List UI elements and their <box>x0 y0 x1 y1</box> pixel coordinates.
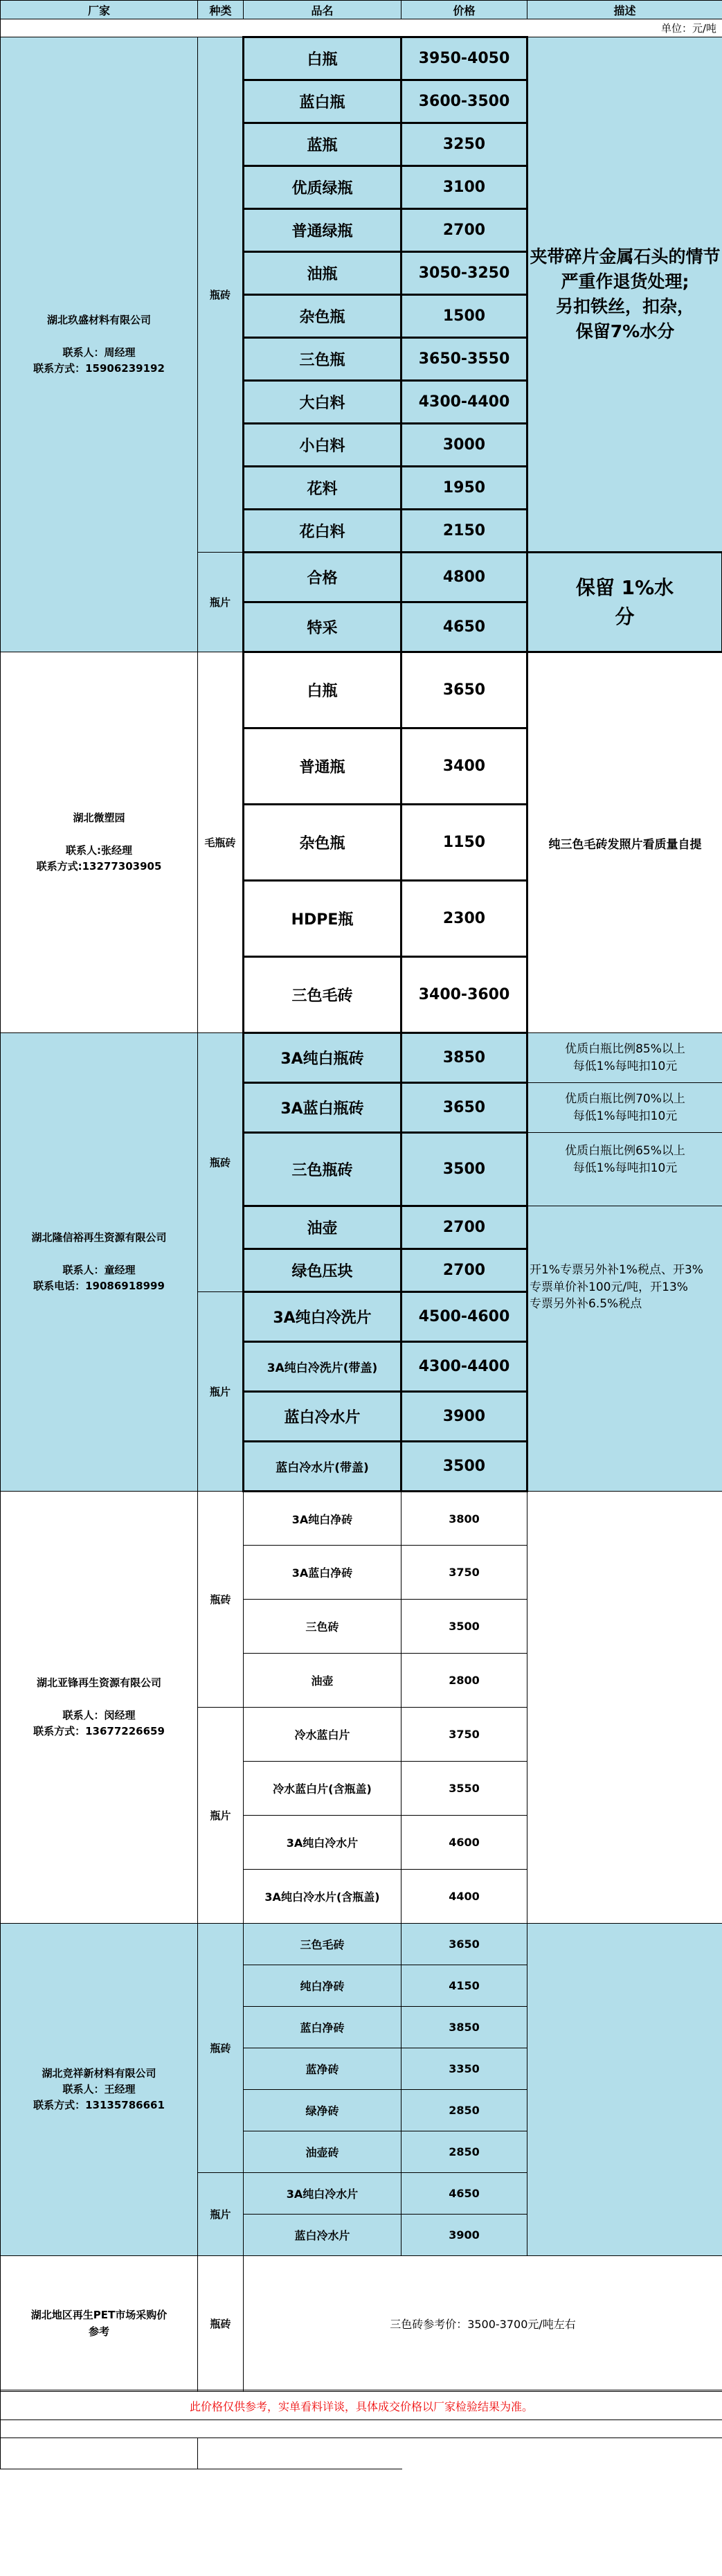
product-name: 3A纯白冷水片 <box>244 1816 401 1870</box>
product-price: 3650-3550 <box>401 338 527 381</box>
description-line: 专票另外补6.5%税点 <box>530 1297 642 1312</box>
product-price: 3500 <box>401 1442 527 1492</box>
product-price: 3650 <box>401 1083 527 1133</box>
disclaimer: 此价格仅供参考，实单看料详谈，具体成交价格以厂家检验结果为准。 <box>1 2392 722 2420</box>
product-price: 3050-3250 <box>401 252 527 295</box>
product-price: 3900 <box>401 1392 527 1442</box>
product-price: 3650 <box>401 652 527 728</box>
category-cell: 瓶片 <box>198 553 244 652</box>
product-price: 2700 <box>401 209 527 252</box>
product-price: 3250 <box>401 123 527 166</box>
product-price: 3000 <box>401 424 527 467</box>
product-name: 花白料 <box>244 510 401 553</box>
product-name: 油壶 <box>244 1654 401 1708</box>
product-name: 3A纯白冷洗片 <box>244 1292 401 1342</box>
header-category: 种类 <box>198 1 244 19</box>
contact-person: 联系人:张经理 <box>66 843 132 857</box>
description-cell <box>527 1083 722 1133</box>
description-line: 每低1%每吨扣10元 <box>572 1161 678 1175</box>
product-name: 普通绿瓶 <box>244 209 401 252</box>
contact-phone: 联系方式：13135786661 <box>33 2099 165 2112</box>
category-cell: 瓶片 <box>198 1292 244 1492</box>
product-name: 三色瓶 <box>244 338 401 381</box>
contact-phone: 联系电话：19086918999 <box>33 1279 165 1292</box>
market-note: 三色砖参考价：3500-3700元/吨左右 <box>244 2256 722 2392</box>
product-price: 4500-4600 <box>401 1292 527 1342</box>
product-name: 合格 <box>244 553 401 602</box>
product-name: 3A蓝白净砖 <box>244 1546 401 1600</box>
product-name: 3A纯白瓶砖 <box>244 1033 401 1083</box>
table-row <box>1 652 722 728</box>
product-price: 4150 <box>401 1965 527 2007</box>
product-price: 3600-3500 <box>401 80 527 123</box>
header-company: 厂家 <box>1 1 198 19</box>
product-price: 2150 <box>401 510 527 553</box>
product-price: 3850 <box>401 1033 527 1083</box>
description-cell <box>527 1924 722 2256</box>
description-line: 优质白瓶比例70%以上 <box>565 1091 685 1106</box>
product-name: 3A纯白冷水片 <box>244 2173 401 2215</box>
product-name: 蓝瓶 <box>244 123 401 166</box>
product-price: 4600 <box>401 1816 527 1870</box>
unit-label: 单位：元/吨 <box>1 19 722 37</box>
description-line: 优质白瓶比例85%以上 <box>565 1041 685 1056</box>
product-price: 3900 <box>401 2215 527 2256</box>
description-line: 专票单价补100元/吨，开13% <box>530 1280 688 1294</box>
description-line: 每低1%每吨扣10元 <box>572 1059 678 1073</box>
product-name: 小白料 <box>244 424 401 467</box>
product-price: 2700 <box>401 1249 527 1292</box>
product-price: 4300-4400 <box>401 1342 527 1392</box>
category-cell: 瓶砖 <box>198 1924 244 2173</box>
product-name: 3A纯白冷水片(含瓶盖) <box>244 1870 401 1924</box>
product-price: 3650 <box>401 1924 527 1965</box>
product-name: 油瓶 <box>244 252 401 295</box>
description-line: 夹带碎片金属石头的情节 <box>530 246 721 267</box>
table-row <box>1 2256 722 2392</box>
description-cell: 纯三色毛砖发照片看质量自提 <box>527 652 722 1033</box>
product-name: 冷水蓝白片 <box>244 1708 401 1762</box>
header-product: 品名 <box>244 1 401 19</box>
product-name: 花料 <box>244 467 401 510</box>
product-name: 三色瓶砖 <box>244 1133 401 1206</box>
table-row <box>1 1492 722 1546</box>
supplier-info <box>1 1492 198 1924</box>
company-name: 湖北玖盛材料有限公司 <box>46 314 151 326</box>
category-cell: 瓶砖 <box>198 37 244 553</box>
contact-person: 联系人：童经理 <box>62 1263 136 1276</box>
product-price: 4650 <box>401 2173 527 2215</box>
product-name: 三色砖 <box>244 1600 401 1654</box>
description-line: 另扣铁丝，扣杂， <box>555 296 694 316</box>
product-name: 蓝白冷水片(带盖) <box>244 1442 401 1492</box>
product-price: 3750 <box>401 1546 527 1600</box>
description-line: 分 <box>615 605 635 628</box>
grid-line <box>197 2438 198 2469</box>
product-price: 3350 <box>401 2048 527 2090</box>
product-name: 油壶 <box>244 1206 401 1249</box>
supplier-info <box>1 37 198 652</box>
description-cell <box>527 1206 722 1492</box>
contact-phone: 联系方式:13277303905 <box>36 859 162 873</box>
contact-phone: 联系方式：13677226659 <box>33 1724 165 1737</box>
product-price: 3950-4050 <box>401 37 527 80</box>
product-price: 4650 <box>401 602 527 652</box>
product-name: 绿净砖 <box>244 2090 401 2131</box>
supplier-info <box>1 1924 198 2256</box>
product-name: 蓝白冷水片 <box>244 1392 401 1442</box>
supplier-info <box>1 652 198 1033</box>
product-name: 油壶砖 <box>244 2131 401 2173</box>
supplier-info <box>1 1033 198 1492</box>
category-cell: 瓶砖 <box>198 1492 244 1708</box>
product-price: 3100 <box>401 166 527 209</box>
product-name: 蓝白冷水片 <box>244 2215 401 2256</box>
contact-phone: 联系方式：15906239192 <box>33 361 165 375</box>
product-price: 3400-3600 <box>401 957 527 1033</box>
product-price: 3800 <box>401 1492 527 1546</box>
company-name: 湖北微塑园 <box>73 812 125 824</box>
market-company-label: 湖北地区再生PET市场采购价参考 <box>30 2309 168 2338</box>
product-price: 3500 <box>401 1600 527 1654</box>
product-name: 冷水蓝白片(含瓶盖) <box>244 1762 401 1816</box>
product-name: 3A纯白冷洗片(带盖) <box>244 1342 401 1392</box>
product-name: 白瓶 <box>244 652 401 728</box>
product-name: 蓝白净砖 <box>244 2007 401 2048</box>
description-cell <box>527 1133 722 1206</box>
product-price: 2800 <box>401 1654 527 1708</box>
header-description: 描述 <box>527 1 722 19</box>
description-line: 开1%专票另外补1%税点、开3% <box>530 1263 703 1277</box>
product-price: 1150 <box>401 805 527 881</box>
description-cell <box>527 1492 722 1924</box>
product-price: 2700 <box>401 1206 527 1249</box>
product-price: 1500 <box>401 295 527 338</box>
product-name: 优质绿瓶 <box>244 166 401 209</box>
category-cell: 瓶片 <box>198 2173 244 2256</box>
product-name: 3A蓝白瓶砖 <box>244 1083 401 1133</box>
category-cell: 瓶砖 <box>198 1033 244 1292</box>
description-line: 保留 1%水 <box>575 575 674 599</box>
product-name: 大白料 <box>244 381 401 424</box>
product-price: 2850 <box>401 2090 527 2131</box>
product-name: 杂色瓶 <box>244 805 401 881</box>
product-name: 普通瓶 <box>244 728 401 805</box>
product-name: 蓝白瓶 <box>244 80 401 123</box>
contact-person: 联系人：周经理 <box>62 346 136 359</box>
description-line: 优质白瓶比例65%以上 <box>565 1144 685 1158</box>
company-name: 湖北竞祥新材料有限公司 <box>42 2066 156 2079</box>
product-name: 特采 <box>244 602 401 652</box>
category-cell: 毛瓶砖 <box>198 652 244 1033</box>
product-name: 纯白净砖 <box>244 1965 401 2007</box>
disclaimer-row <box>1 2392 722 2420</box>
product-name: 三色毛砖 <box>244 1924 401 1965</box>
product-name: 蓝净砖 <box>244 2048 401 2090</box>
product-price: 3850 <box>401 2007 527 2048</box>
product-name: HDPE瓶 <box>244 881 401 957</box>
unit-row <box>1 19 722 37</box>
company-name: 湖北隆信裕再生资源有限公司 <box>31 1231 167 1244</box>
product-price: 1950 <box>401 467 527 510</box>
product-price: 3500 <box>401 1133 527 1206</box>
company-name: 湖北亚锋再生资源有限公司 <box>36 1676 161 1689</box>
product-name: 白瓶 <box>244 37 401 80</box>
product-price: 3750 <box>401 1708 527 1762</box>
description-cell <box>527 553 722 652</box>
description-cell <box>527 1033 722 1083</box>
contact-person: 联系人：王经理 <box>62 2082 136 2095</box>
contact-person: 联系人：闵经理 <box>62 1708 136 1721</box>
product-price: 3550 <box>401 1762 527 1816</box>
header-price: 价格 <box>401 1 527 19</box>
product-price: 3400 <box>401 728 527 805</box>
description-line: 每低1%每吨扣10元 <box>572 1109 678 1123</box>
category-cell: 瓶片 <box>198 1708 244 1924</box>
market-company <box>1 2256 198 2392</box>
product-price: 2850 <box>401 2131 527 2173</box>
table-row <box>1 1924 722 1965</box>
product-name: 3A纯白净砖 <box>244 1492 401 1546</box>
product-name: 绿色压块 <box>244 1249 401 1292</box>
grid-line <box>0 2390 1 2469</box>
product-name: 三色毛砖 <box>244 957 401 1033</box>
table-row <box>1 1033 722 1083</box>
product-price: 4800 <box>401 553 527 602</box>
product-price: 2300 <box>401 881 527 957</box>
product-price: 4400 <box>401 1870 527 1924</box>
description-line: 严重作退货处理; <box>561 271 689 292</box>
table-row <box>1 37 722 80</box>
description-cell <box>527 37 722 553</box>
header-row <box>1 1 722 19</box>
market-category: 瓶砖 <box>198 2256 244 2392</box>
description-line: 保留7%水分 <box>575 321 675 342</box>
product-name: 杂色瓶 <box>244 295 401 338</box>
product-price: 4300-4400 <box>401 381 527 424</box>
